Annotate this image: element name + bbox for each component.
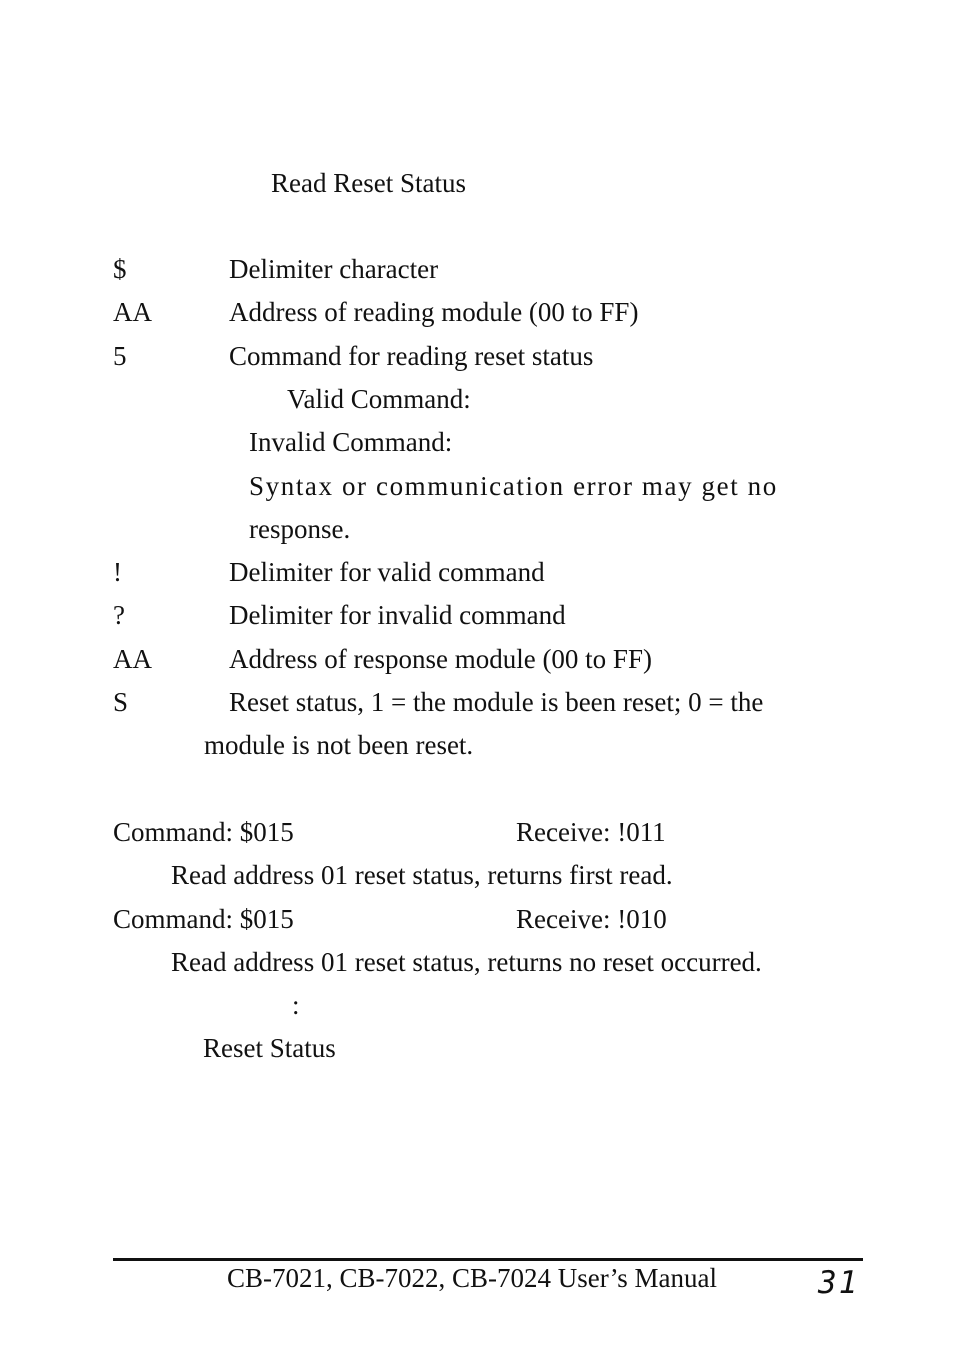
resp-symbol-address: AA [113, 644, 152, 674]
example-command: Command: $015 [113, 817, 294, 847]
resp-desc-address: Address of response module (00 to FF) [229, 644, 652, 674]
field-symbol-delimiter: $ [113, 254, 127, 284]
resp-desc-status: Reset status, 1 = the module is been reset; 0 = the [229, 687, 764, 717]
example-receive: Receive: !010 [516, 904, 667, 934]
valid-command-heading: Valid Command: [287, 384, 471, 414]
field-desc-command: Command for reading reset status [229, 341, 594, 371]
invalid-command-note-cont: response. [249, 514, 351, 544]
example-command: Command: $015 [113, 904, 294, 934]
footer-rule [113, 1258, 863, 1261]
footer-manual-title: CB-7021, CB-7022, CB-7024 User’s Manual [227, 1263, 717, 1293]
related-reset-status: Reset Status [203, 1033, 336, 1063]
resp-symbol-valid: ! [113, 557, 122, 587]
invalid-command-heading: Invalid Command: [249, 427, 453, 457]
resp-desc-status-cont: module is not been reset. [204, 730, 474, 760]
resp-symbol-invalid: ? [113, 600, 125, 630]
field-symbol-command: 5 [113, 341, 127, 371]
resp-desc-valid: Delimiter for valid command [229, 557, 545, 587]
field-desc-delimiter: Delimiter character [229, 254, 439, 284]
example-note: Read address 01 reset status, returns no reset occurred. [171, 947, 762, 977]
invalid-command-note: Syntax or communication error may get no [249, 471, 778, 501]
section-title: Read Reset Status [271, 168, 466, 198]
field-desc-address: Address of reading module (00 to FF) [229, 297, 639, 327]
resp-symbol-status: S [113, 687, 129, 717]
resp-desc-invalid: Delimiter for invalid command [229, 600, 566, 630]
example-note: Read address 01 reset status, returns first read. [171, 860, 673, 890]
field-symbol-address: AA [113, 297, 152, 327]
example-receive: Receive: !011 [516, 817, 666, 847]
related-colon: : [292, 990, 300, 1020]
page-number: 31 [818, 1265, 860, 1301]
